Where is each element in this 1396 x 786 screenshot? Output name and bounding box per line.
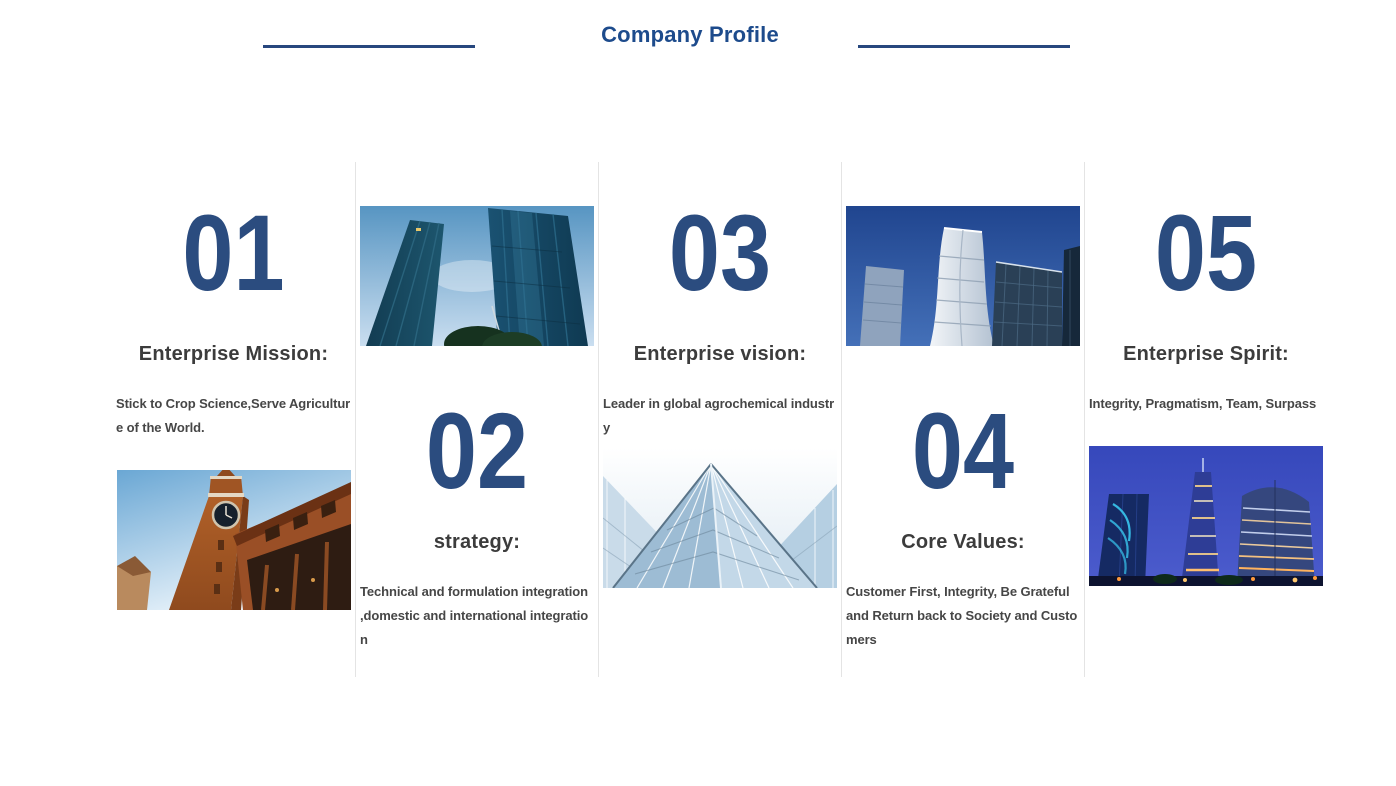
section-heading: Enterprise vision:	[633, 343, 807, 365]
section-heading: Enterprise Mission:	[138, 343, 329, 365]
section-description: Leader in global agrochemical industry	[603, 396, 835, 435]
section-enterprise-mission	[112, 162, 355, 677]
section-heading: Core Values:	[901, 531, 1025, 553]
section-description: Technical and formulation integration ,domestic and international integration	[360, 584, 589, 647]
clock-tower-brick-building-photo	[117, 470, 351, 610]
section-number: 02	[425, 390, 529, 511]
section-number: 04	[911, 390, 1015, 511]
section-description: Integrity, Pragmatism, Team, Surpass	[1089, 396, 1317, 411]
section-description: Stick to Crop Science,Serve Agriculture of the World.	[116, 396, 351, 435]
section-heading: strategy:	[433, 531, 521, 553]
glass-building-corner-photo	[603, 448, 837, 588]
section-number: 03	[668, 192, 772, 313]
section-enterprise-vision	[598, 162, 841, 677]
section-number: 05	[1154, 192, 1258, 313]
section-description: Customer First, Integrity, Be Grateful and Return back to Society and Customers	[846, 584, 1078, 647]
section-header	[0, 0, 1396, 60]
modern-towers-blue-sky-photo	[846, 206, 1080, 346]
section-number: 01	[182, 192, 285, 313]
section-heading: Enterprise Spirit:	[1123, 343, 1289, 365]
section-strategy	[355, 162, 598, 677]
profile-grid	[112, 162, 1331, 677]
page-title: Company Profile	[601, 22, 779, 47]
dusk-skyline-towers-photo	[1089, 446, 1323, 586]
twin-glass-skyscrapers-photo	[360, 206, 594, 346]
section-core-values	[841, 162, 1084, 677]
section-enterprise-spirit	[1084, 162, 1327, 677]
title-underline-right	[858, 45, 1070, 48]
